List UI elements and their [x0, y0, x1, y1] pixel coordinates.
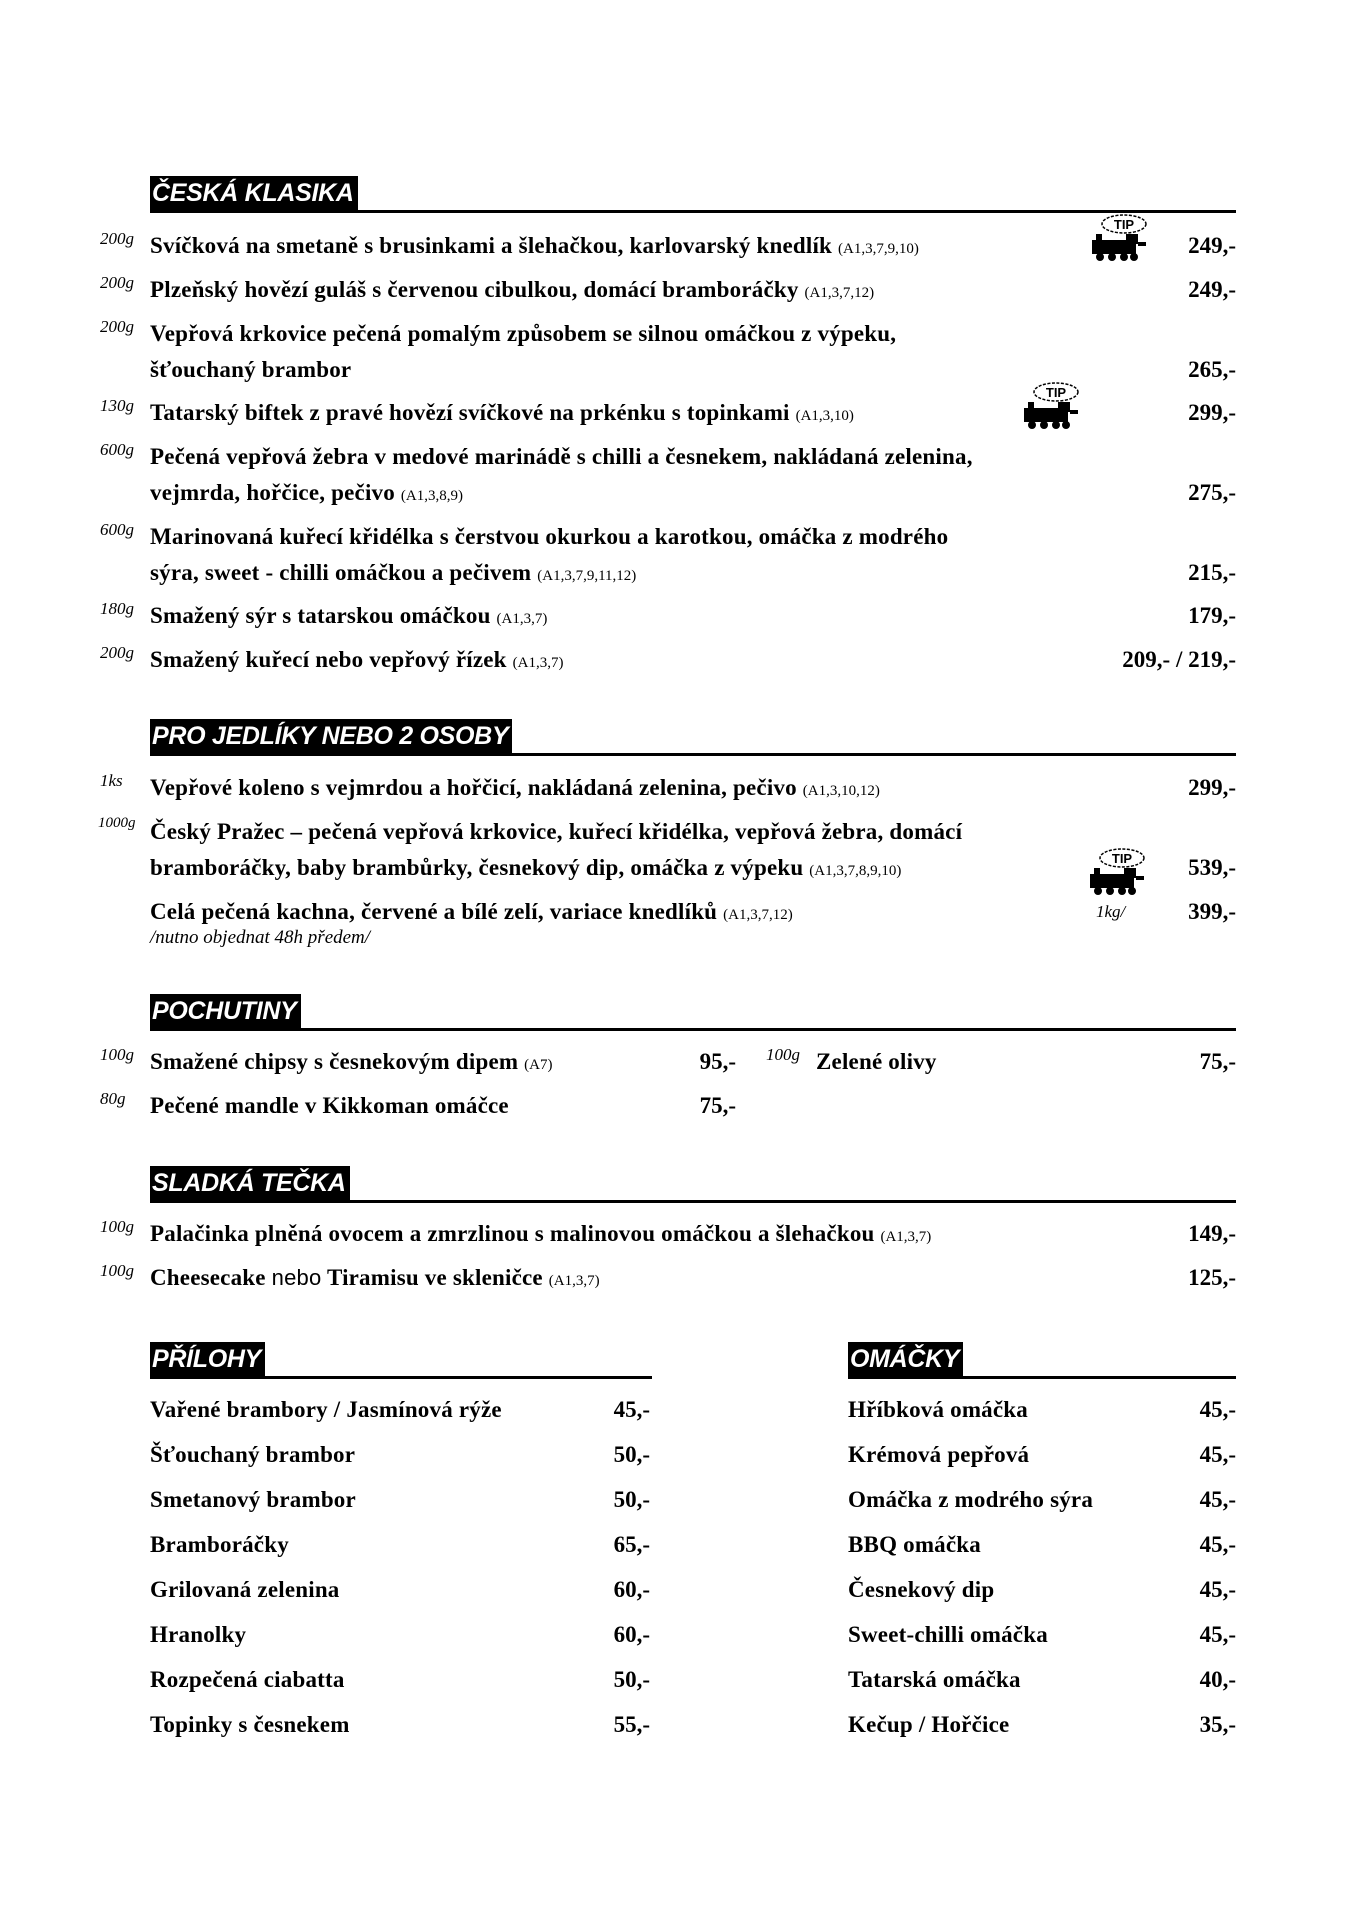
item-name: Vepřové koleno s vejmrdou a hořčicí, nakládaná zelenina, pečivo (A1,3,10,12) — [150, 775, 880, 800]
item-price: 299,- — [1188, 400, 1236, 425]
item-name-line2: bramboráčky, baby brambůrky, česnekový dip, omáčka z výpeku (A1,3,7,8,9,10) — [150, 855, 902, 880]
item-name: Smažený sýr s tatarskou omáčkou (A1,3,7) — [150, 603, 548, 628]
item-name: Cheesecake nebo Tiramisu ve skleničce (A1,3,7) — [150, 1265, 600, 1290]
item-weight: 100g — [100, 1217, 134, 1236]
section-title: POCHUTINY — [150, 994, 301, 1028]
list-item: Rozpečená ciabatta 50,- — [150, 1667, 650, 1692]
item-name: Marinovaná kuřecí křidélka s čerstvou okurkou a karotkou, omáčka z modrého — [150, 524, 949, 549]
tip-train-icon — [1086, 846, 1148, 898]
menu-item — [100, 892, 1236, 962]
menu-item — [100, 1258, 1236, 1298]
item-price: 265,- — [1188, 357, 1236, 382]
tip-train-icon — [1088, 212, 1150, 264]
item-name: Zelené olivy — [816, 1049, 937, 1074]
item-name: Pečená vepřová žebra v medové marinádě s chilli a česnekem, nakládaná zelenina, — [150, 444, 973, 469]
menu-item — [100, 517, 1236, 597]
item-name: Celá pečená kachna, červené a bílé zelí, variace knedlíků (A1,3,7,12) — [150, 899, 793, 924]
item-weight: 80g — [100, 1089, 126, 1108]
item-allergens: (A1,3,8,9) — [400, 488, 463, 504]
menu-item — [100, 1214, 1236, 1254]
item-price: 125,- — [1188, 1265, 1236, 1290]
item-weight: 1ks — [100, 771, 123, 790]
list-item: Bramboráčky 65,- — [150, 1532, 650, 1557]
section-header-prilohy — [150, 1336, 652, 1379]
item-price: 75,- — [1199, 1049, 1236, 1074]
item-name: Palačinka plněná ovocem a zmrzlinou s malinovou omáčkou a šlehačkou (A1,3,7) — [150, 1221, 932, 1246]
tip-label: TIP — [1045, 385, 1067, 400]
item-name-line2: vejmrda, hořčice, pečivo (A1,3,8,9) — [150, 480, 463, 505]
item-allergens: (A1,3,7,8,9,10) — [809, 863, 902, 879]
item-weight: 100g — [100, 1045, 134, 1064]
item-name: Tatarský biftek z pravé hovězí svíčkové na prkénku s topinkami (A1,3,10) — [150, 400, 854, 425]
section-header-pochutiny — [150, 988, 1236, 1031]
list-item: Hranolky 60,- — [150, 1622, 650, 1647]
item-price: 149,- — [1188, 1221, 1236, 1246]
item-price: 249,- — [1188, 233, 1236, 258]
section-header-jedliky — [150, 713, 1236, 756]
item-price: 399,- — [1188, 899, 1236, 924]
item-price: 179,- — [1188, 603, 1236, 628]
item-price: 215,- — [1188, 560, 1236, 585]
item-weight: 130g — [100, 396, 134, 415]
item-price: 539,- — [1188, 855, 1236, 880]
item-price: 209,- / 219,- — [1122, 647, 1236, 672]
item-allergens: (A1,3,7) — [512, 655, 564, 671]
item-weight: 200g — [100, 273, 134, 292]
menu-item — [100, 1086, 736, 1126]
item-name: Smažený kuřecí nebo vepřový řízek (A1,3,7) — [150, 647, 564, 672]
list-item: Smetanový brambor 50,- — [150, 1487, 650, 1512]
item-allergens: (A1,3,10) — [795, 408, 854, 424]
tip-label: TIP — [1113, 217, 1135, 232]
menu-item — [100, 640, 1236, 680]
item-name: Plzeňský hovězí guláš s červenou cibulkou, domácí bramboráčky (A1,3,7,12) — [150, 277, 875, 302]
section-header-omacky — [848, 1336, 1236, 1379]
item-name-line2: šťouchaný brambor — [150, 357, 352, 382]
list-item: Omáčka z modrého sýra 45,- — [848, 1487, 1236, 1512]
item-price: 75,- — [699, 1093, 736, 1118]
list-item: Šťouchaný brambor 50,- — [150, 1442, 650, 1467]
tip-train-icon — [1020, 380, 1082, 432]
section-title: ČESKÁ KLASIKA — [150, 176, 358, 210]
item-note: /nutno objednat 48h předem/ — [150, 927, 371, 948]
section-title: PŘÍLOHY — [150, 1342, 265, 1376]
section-header-sladka — [150, 1160, 1236, 1203]
item-price: 299,- — [1188, 775, 1236, 800]
menu-item — [100, 812, 1236, 892]
section-title: PRO JEDLÍKY NEBO 2 OSOBY — [150, 719, 512, 753]
list-item: Vařené brambory / Jasmínová rýže 45,- — [150, 1397, 650, 1422]
item-allergens: (A1,3,7,9,10) — [838, 241, 919, 257]
item-allergens: (A1,3,7) — [496, 611, 548, 627]
item-weight: 1000g — [98, 815, 136, 831]
item-weight: 200g — [100, 643, 134, 662]
item-name: Vepřová krkovice pečená pomalým způsobem se silnou omáčkou z výpeku, — [150, 321, 897, 346]
section-header-klasika — [150, 170, 1236, 213]
item-name: Smažené chipsy s česnekovým dipem (A7) — [150, 1049, 553, 1074]
item-name: Svíčková na smetaně s brusinkami a šlehačkou, karlovarský knedlík (A1,3,7,9,10) — [150, 233, 919, 258]
item-allergens: (A1,3,7) — [880, 1229, 932, 1245]
item-price: 275,- — [1188, 480, 1236, 505]
menu-item — [100, 1042, 736, 1082]
list-item: BBQ omáčka 45,- — [848, 1532, 1236, 1557]
item-weight: 180g — [100, 599, 134, 618]
item-allergens: (A1,3,7,9,11,12) — [537, 568, 637, 584]
menu-item — [100, 226, 1236, 266]
item-price: 249,- — [1188, 277, 1236, 302]
item-weight: 600g — [100, 520, 134, 539]
list-item: Kečup / Hořčice 35,- — [848, 1712, 1236, 1737]
list-item: Topinky s česnekem 55,- — [150, 1712, 650, 1737]
item-weight: 100g — [766, 1045, 800, 1064]
list-item: Tatarská omáčka 40,- — [848, 1667, 1236, 1692]
item-unit: 1kg/ — [1096, 902, 1126, 921]
menu-item — [100, 596, 1236, 636]
menu-item — [766, 1042, 1236, 1082]
section-title: OMÁČKY — [848, 1342, 963, 1376]
item-price: 95,- — [699, 1049, 736, 1074]
item-allergens: (A7) — [524, 1057, 553, 1073]
list-item: Hříbková omáčka 45,- — [848, 1397, 1236, 1422]
item-allergens: (A1,3,7,12) — [723, 907, 793, 923]
menu-item — [100, 437, 1236, 517]
item-name: Pečené mandle v Kikkoman omáčce — [150, 1093, 509, 1118]
item-name-line2: sýra, sweet - chilli omáčkou a pečivem (A1,3,7,9,11,12) — [150, 560, 637, 585]
list-item: Grilovaná zelenina 60,- — [150, 1577, 650, 1602]
list-item: Krémová pepřová 45,- — [848, 1442, 1236, 1467]
list-item: Sweet-chilli omáčka 45,- — [848, 1622, 1236, 1647]
item-weight: 600g — [100, 440, 134, 459]
item-allergens: (A1,3,10,12) — [802, 783, 880, 799]
section-title: SLADKÁ TEČKA — [150, 1166, 350, 1200]
item-weight: 100g — [100, 1261, 134, 1280]
item-weight: 200g — [100, 229, 134, 248]
menu-item — [100, 768, 1236, 808]
list-item: Česnekový dip 45,- — [848, 1577, 1236, 1602]
item-name: Český Pražec – pečená vepřová krkovice, kuřecí křidélka, vepřová žebra, domácí — [150, 819, 963, 844]
item-weight: 200g — [100, 317, 134, 336]
tip-label: TIP — [1111, 851, 1133, 866]
menu-item — [100, 270, 1236, 310]
item-allergens: (A1,3,7,12) — [804, 285, 875, 301]
item-allergens: (A1,3,7) — [548, 1273, 600, 1289]
